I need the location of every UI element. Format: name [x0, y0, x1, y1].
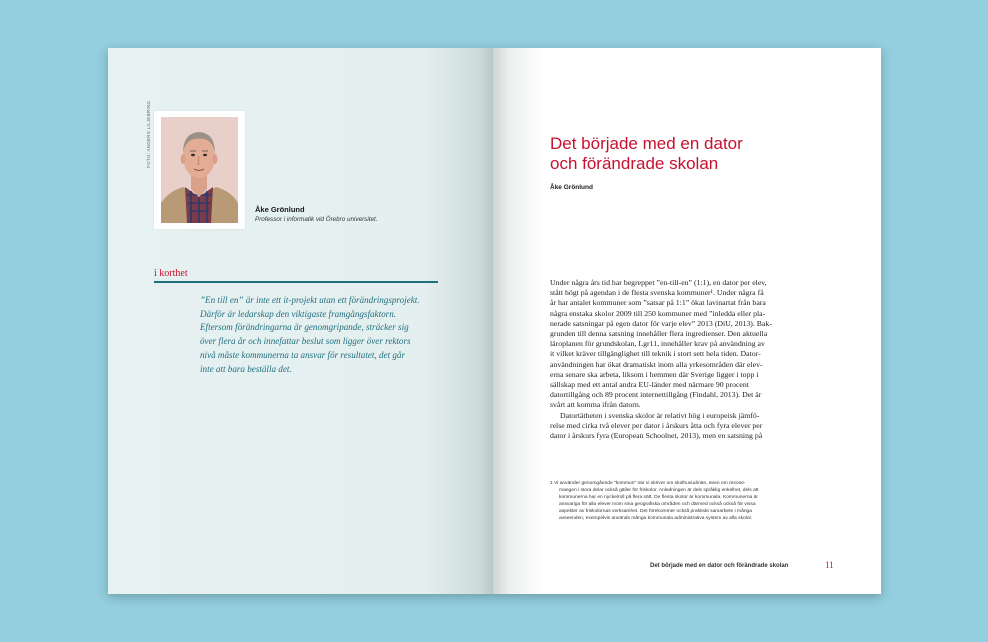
author-role: Professor i informatik vid Örebro universitet.: [255, 216, 378, 223]
section-label: i korthet: [154, 268, 188, 279]
portrait-image: [161, 117, 238, 223]
body-line: nerade satsningar på egen dator för varje elev” 2013 (DiU, 2013). Bak-: [550, 318, 772, 328]
body-line: datortillgång och 89 procent internettillgång (Findahl, 2013). Det är: [550, 390, 762, 400]
quote-line: Därför är ledarskap den viktigaste framgångsfaktorn.: [200, 308, 397, 319]
body-line: it vilket kräver tillgänglighet till teknik i stort sett hela tiden. Dator-: [550, 349, 761, 359]
footnote-line: ansvariga för alla elever inom sina geografiska områden och därmed också också för vissa: [559, 501, 756, 507]
body-line: stått högt på agendan i de flesta svenska kommuner¹. Under några få: [550, 288, 764, 298]
body-line: relse med cirka två elever per dator i årskurs åtta och fyra elever per: [550, 420, 763, 430]
footnote-line: 1 Vi använder genomgående ”kommun” när vi skriver om skolhuvudmän, även om resone-: [550, 481, 746, 486]
author-name: Åke Grönlund: [255, 205, 305, 214]
footnote-line: avseenden, exempelvis används många kommunala administrativa system av alla skolor.: [559, 515, 753, 521]
section-divider: [154, 281, 438, 283]
quote-line: ”En till en” är inte ett it-projekt utan ett förändringsprojekt.: [200, 295, 420, 305]
body-line: grunden till denna satsning innehåller flera ingredienser. Den aktuella: [550, 329, 768, 339]
footnote-line: kommunerna har en nyckelroll på flera sätt. De flesta skolor är kommunala. Kommunerna är: [559, 494, 758, 500]
right-page: [493, 48, 881, 594]
body-line: år har antalet kommuner som ”satsar på 1:1” ökat lavinartat från bara: [550, 298, 766, 308]
author-photo-frame: [154, 111, 245, 229]
title-line: Det började med en dator: [550, 134, 743, 153]
running-footer: Det började med en dator och förändrade skolan: [650, 563, 789, 569]
left-page: [108, 48, 493, 594]
title-line: och förändrade skolan: [550, 154, 719, 173]
article-body: [550, 278, 790, 441]
footnote-line: mangen i stora delar också gäller för friskolor. Anledningen är dels språklig enkelhet, dels att: [559, 487, 759, 493]
body-line: Datortätheten i svenska skolor är relativt hög i europeisk jämfö-: [560, 410, 760, 420]
footnote: [550, 481, 800, 522]
body-line: dator i årskurs fyra (European Schoolnet, 2013), men en satsning på: [550, 431, 763, 441]
body-line: Under några års tid har begreppet ”en-till-en” (1:1), en dator per elev,: [550, 278, 767, 287]
footnote-line: aspekter av friskolornas verksamhet. Det förekommer också praktiskt samarbete i många: [559, 508, 752, 514]
body-line: sällskap med ett antal andra EU-länder med närmare 90 procent: [550, 380, 749, 390]
body-line: några enstaka skolor 2009 till 250 kommuner med ”inledda eller pla-: [550, 308, 766, 318]
book-spread: [108, 48, 881, 594]
body-line: svårt att komma ifrån datorn.: [550, 400, 641, 410]
article-title: [550, 134, 743, 174]
body-line: läroplanen för grundskolan, Lgr11, innehåller krav på användning av: [550, 339, 765, 349]
quote-line: över flera år och innefattar beslut som ligger över rektors: [200, 336, 411, 347]
summary-quote: [200, 294, 440, 376]
author-photo: [161, 117, 238, 223]
page-number: 11: [825, 560, 834, 570]
body-line: erna senare ska arbeta, liksom i hemmen där Sverige ligger i topp i: [550, 369, 759, 379]
body-line: användningen har ökat dramatiskt inom alla yrkesområden där elev-: [550, 359, 763, 369]
quote-line: nivå måste kommunerna ta ansvar för resultatet, det går: [200, 349, 406, 360]
article-author: Åke Grönlund: [550, 184, 593, 191]
quote-line: inte att bara beställa det.: [200, 363, 292, 374]
quote-line: Eftersom förändringarna är genomgripande, sträcker sig: [200, 322, 409, 333]
photo-credit: FOTO: ANDERS LILJEBRING: [146, 100, 151, 168]
